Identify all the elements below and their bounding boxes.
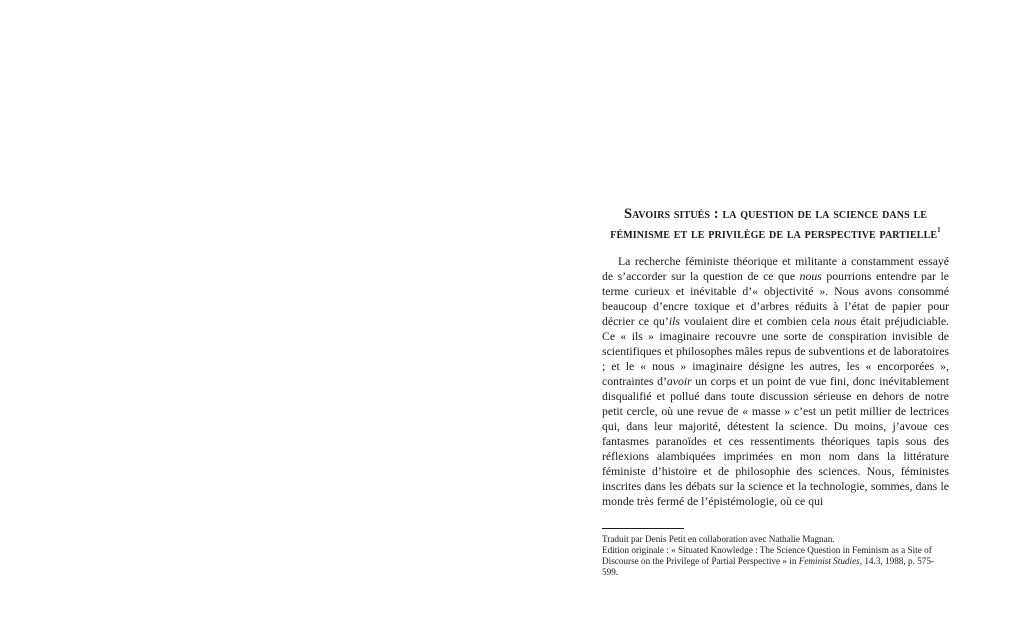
body-text-part: pourrions entendre par le terme curieux et inévitable d’« objectivité ». Nous avons consommé beaucoup d’encre toxique et d’arbres réduits à l’état de papier pour décrier ce qu’ [602, 270, 950, 328]
body-emphasis: nous [799, 270, 822, 283]
body-emphasis: nous [834, 315, 857, 328]
body-text-part: un corps et un point de vue fini, donc inévitablement disqualifié et pollué dans toute discussion sérieuse en dehors de notre petit cercle, où une revue de « masse » c’est un petit millier de lectrices qui, dans leur majorité, détestent la science. Du moins, j’avoue ces fantasmes paranoïdes et ces ressentiments théoriques tapis sous des réflexions alambiquées imprimées en mon nom dans la littérature féministe d’histoire et de philosophie des sciences. Nous, féministes inscrites dans les débats sur la science et la technologie, sommes, dans le monde très fermé de l’épistémologie, où ce qui [602, 375, 950, 508]
body-text-part: La recherche féministe théorique et militante a constamment essayé de s’accorder sur la question de ce que [602, 255, 949, 283]
footnote-original-prefix: Edition originale : « Situated Knowledge : The Science Question in Feminism as a Site of Discourse on the Privilege of Partial Perspective » in [602, 545, 932, 566]
footnote-journal-title: Feminist Studies, [798, 556, 863, 566]
body-text-part: était préjudiciable. Ce « ils » imaginaire recouvre une sorte de conspiration invisible de scientifiques et philosophes mâles repus de subventions et de laboratoires ; et le « nous » imaginaire désigne les autres, les « encorporées », contraintes d’ [602, 315, 949, 388]
footnote-original-suffix: 14.3, 1988, p. 575-599. [602, 556, 934, 577]
chapter-title-line-2: féminisme et le privilège de la perspective partielle [610, 226, 938, 242]
chapter-title-line-1: Savoirs situés : la question de la science dans le [624, 206, 927, 222]
footnote-divider [602, 528, 684, 529]
footnote-original-edition [602, 545, 949, 578]
body-paragraph [602, 254, 949, 509]
page-column [602, 206, 949, 578]
body-emphasis: avoir [666, 375, 692, 388]
chapter-title [602, 206, 949, 242]
body-text-part: voulaient dire et combien cela [679, 315, 835, 328]
footnote-reference: 1 [937, 226, 941, 234]
footnote-translator: Traduit par Denis Petit en collaboration avec Nathalie Magnan. [602, 534, 835, 544]
body-emphasis: ils [668, 315, 680, 328]
